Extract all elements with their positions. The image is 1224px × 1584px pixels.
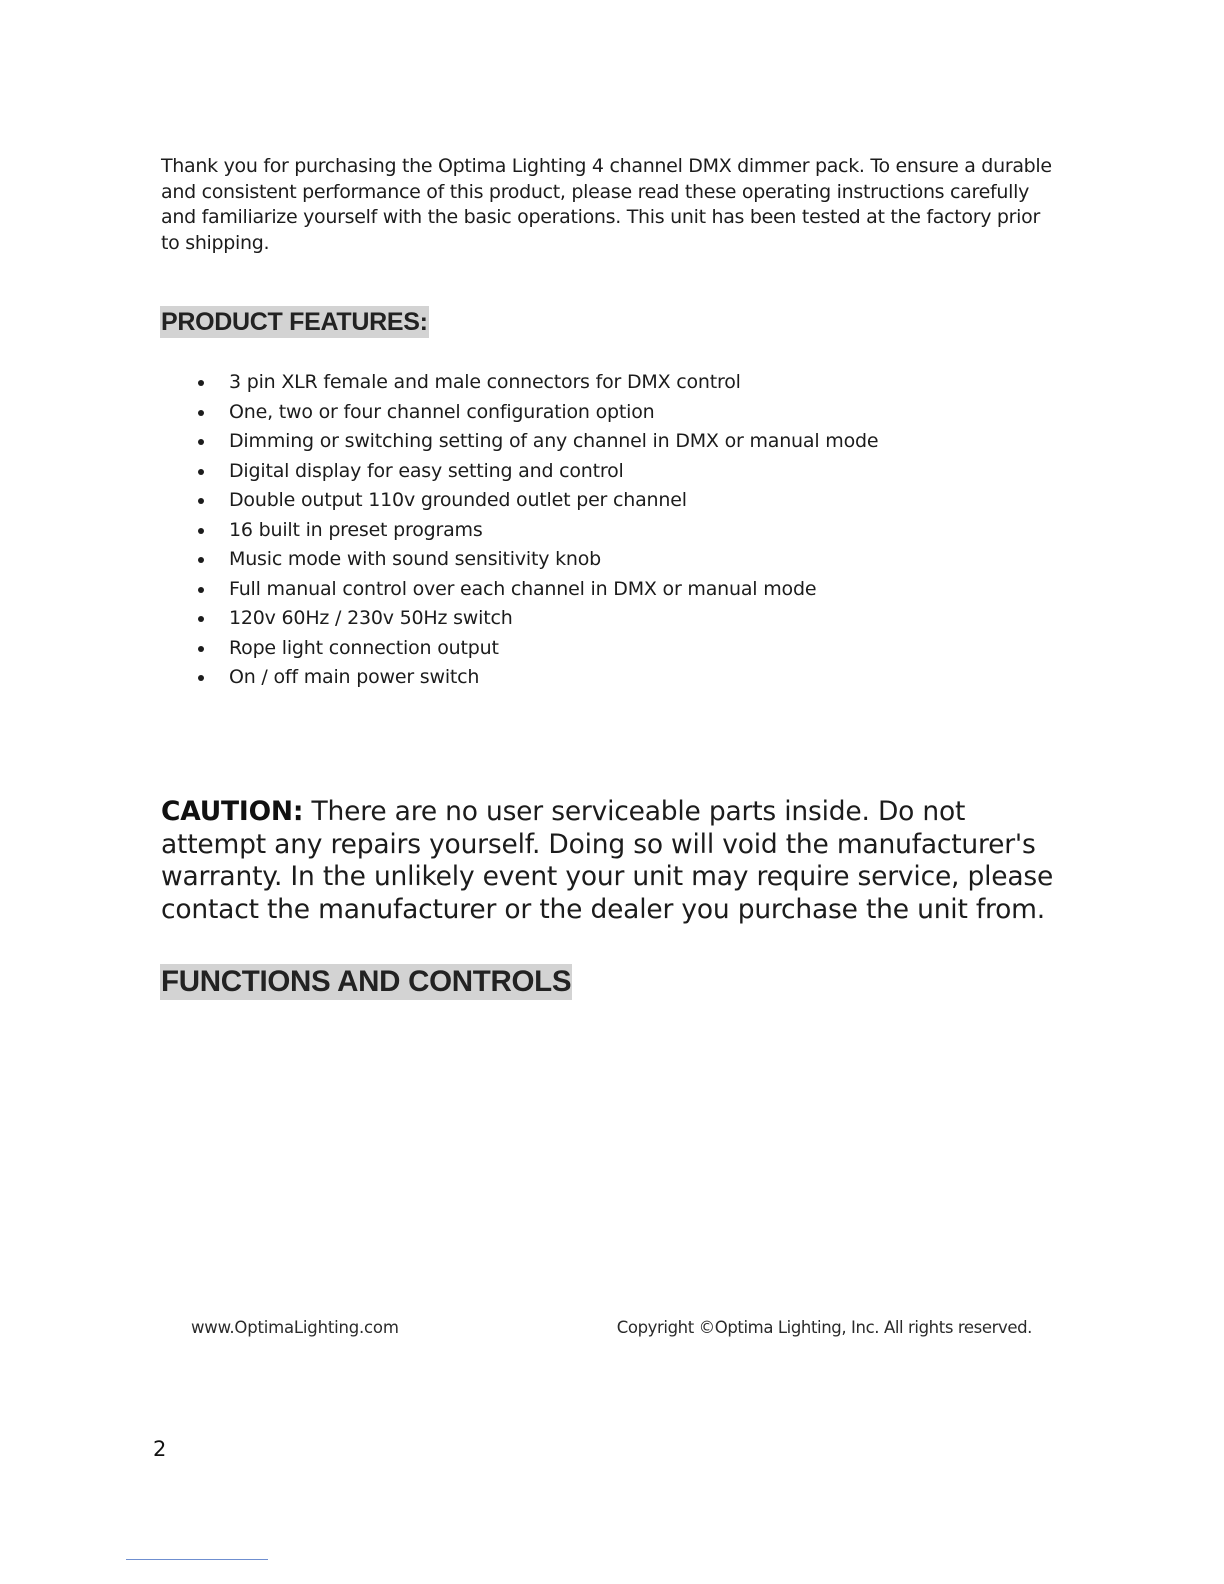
bullet-icon — [198, 646, 204, 652]
caution-paragraph — [161, 796, 1061, 927]
list-item: One, two or four channel configuration option — [195, 398, 1055, 428]
bullet-icon — [198, 557, 204, 563]
list-item: Digital display for easy setting and control — [195, 457, 1055, 487]
bullet-icon — [198, 469, 204, 475]
bullet-icon — [198, 587, 204, 593]
list-item: 3 pin XLR female and male connectors for DMX control — [195, 368, 1055, 398]
product-features-list — [195, 368, 1055, 693]
footer-copyright: Copyright ©Optima Lighting, Inc. All rights reserved. — [616, 1318, 1032, 1337]
bullet-icon — [198, 498, 204, 504]
caution-text: There are no user serviceable parts inside. Do not attempt any repairs yourself. Doing so will void the manufacturer's warranty. In the unlikely event your unit may require service, please contact the manufacturer or the dealer you purchase the unit from. — [161, 796, 1054, 926]
functions-controls-heading: FUNCTIONS AND CONTROLS — [161, 965, 572, 998]
list-item: 16 built in preset programs — [195, 516, 1055, 546]
bullet-icon — [198, 380, 204, 386]
list-item: Music mode with sound sensitivity knob — [195, 545, 1055, 575]
list-item: Dimming or switching setting of any channel in DMX or manual mode — [195, 427, 1055, 457]
list-item: Full manual control over each channel in DMX or manual mode — [195, 575, 1055, 605]
footer-website: www.OptimaLighting.com — [191, 1318, 399, 1337]
list-item: 120v 60Hz / 230v 50Hz switch — [195, 604, 1055, 634]
bullet-icon — [198, 616, 204, 622]
bullet-icon — [198, 410, 204, 416]
bullet-icon — [198, 439, 204, 445]
list-item: Double output 110v grounded outlet per channel — [195, 486, 1055, 516]
bottom-divider — [126, 1559, 268, 1560]
caution-label: CAUTION: — [161, 796, 304, 827]
page-number: 2 — [153, 1437, 167, 1461]
product-features-heading: PRODUCT FEATURES: — [161, 308, 428, 336]
bullet-icon — [198, 528, 204, 534]
list-item: On / off main power switch — [195, 663, 1055, 693]
intro-paragraph: Thank you for purchasing the Optima Lighting 4 channel DMX dimmer pack. To ensure a durable and consistent performance of this product, please read these operating instructions carefully and familiarize yourself with the basic operations. This unit has been tested at the factory prior to shipping. — [161, 155, 1052, 255]
list-item: Rope light connection output — [195, 634, 1055, 664]
bullet-icon — [198, 675, 204, 681]
